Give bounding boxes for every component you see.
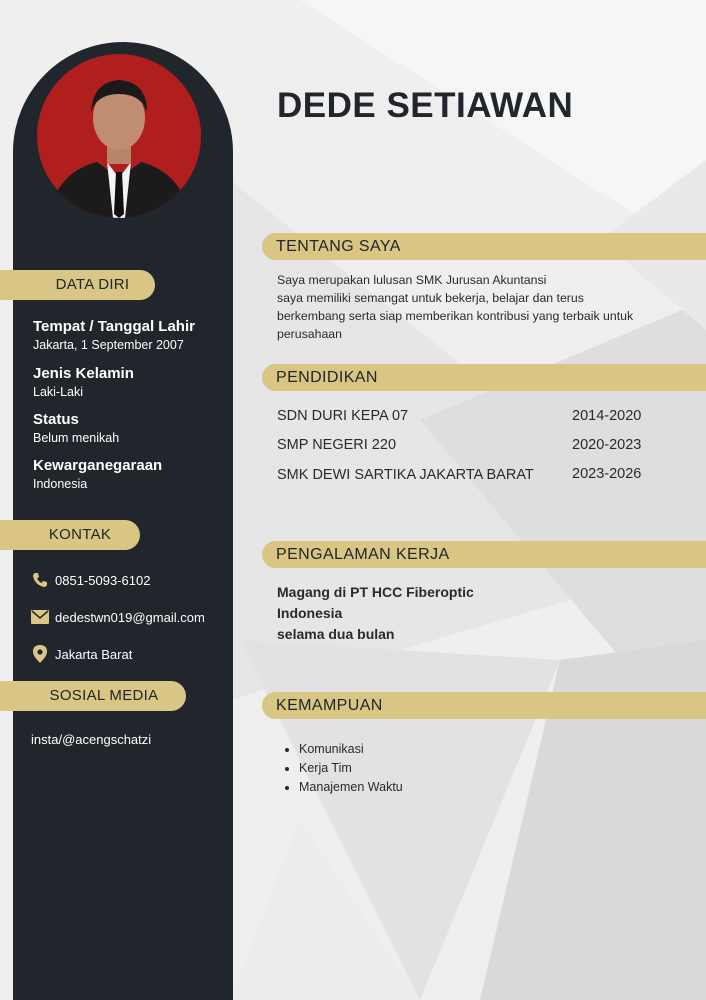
info-value: Jakarta, 1 September 2007 (33, 338, 184, 352)
info-label: Status (33, 411, 79, 428)
section-header-kontak (0, 520, 140, 550)
section-title: SOSIAL MEDIA (49, 687, 159, 704)
contact-phone[interactable] (31, 571, 150, 589)
work-experience (277, 582, 474, 645)
info-value: Indonesia (33, 477, 88, 491)
info-label: Tempat / Tanggal Lahir (33, 318, 195, 335)
contact-location (31, 645, 132, 663)
education-school: SMP NEGERI 220 (277, 437, 397, 453)
social-handle: insta/@acengschatzi (31, 732, 152, 747)
info-birth (33, 318, 195, 352)
contact-text: Jakarta Barat (55, 646, 133, 662)
about-line: berkembang serta siap memberikan kontribusi yang terbaik untuk (277, 309, 634, 323)
section-title: KEMAMPUAN (276, 697, 383, 714)
education-school: SMK DEWI SARTIKA JAKARTA BARAT (277, 467, 534, 483)
education-school: SDN DURI KEPA 07 (277, 408, 409, 424)
education-years: 2020-2023 (572, 437, 642, 453)
section-header-tentang-saya (262, 233, 706, 260)
info-status (33, 411, 119, 445)
section-title: PENGALAMAN KERJA (276, 546, 450, 563)
education-years: 2023-2026 (572, 466, 642, 482)
section-header-pengalaman-kerja (262, 541, 706, 568)
about-line: Saya merupakan lulusan SMK Jurusan Akuntansi (277, 273, 547, 287)
info-value: Belum menikah (33, 431, 120, 445)
social-instagram[interactable] (31, 732, 151, 747)
education-years: 2014-2020 (572, 408, 642, 424)
info-label: Jenis Kelamin (33, 365, 134, 382)
info-value: Laki-Laki (33, 385, 84, 399)
section-header-pendidikan (262, 364, 706, 391)
about-line: perusahaan (277, 327, 342, 341)
section-title: TENTANG SAYA (276, 238, 401, 255)
info-nationality (33, 457, 162, 491)
profile-photo (37, 54, 201, 218)
section-title: DATA DIRI (55, 276, 130, 293)
work-line: Indonesia (277, 605, 343, 621)
list-item: • Komunikasi (299, 740, 403, 759)
work-line: selama dua bulan (277, 626, 395, 642)
about-line: saya memiliki semangat untuk bekerja, belajar dan terus (277, 291, 584, 305)
about-text (277, 271, 692, 343)
section-title: PENDIDIKAN (276, 369, 378, 386)
contact-text: dedestwn019@gmail.com (55, 609, 205, 625)
work-line: Magang di PT HCC Fiberoptic (277, 584, 474, 600)
contact-text: 0851-5093-6102 (55, 572, 151, 588)
list-item: • Manajemen Waktu (299, 778, 403, 797)
person-name: DEDE SETIAWAN (277, 86, 574, 125)
location-pin-icon (31, 645, 49, 663)
section-header-kemampuan (262, 692, 706, 719)
contact-email[interactable] (31, 608, 205, 626)
mail-icon (31, 608, 49, 626)
info-label: Kewarganegaraan (33, 457, 163, 474)
phone-icon (31, 571, 49, 589)
skills-list (282, 740, 403, 797)
section-title: KONTAK (48, 526, 112, 543)
list-item: • Kerja Tim (299, 759, 403, 778)
section-header-sosial-media (0, 681, 186, 711)
info-gender (33, 365, 134, 399)
section-header-data-diri (0, 270, 155, 300)
